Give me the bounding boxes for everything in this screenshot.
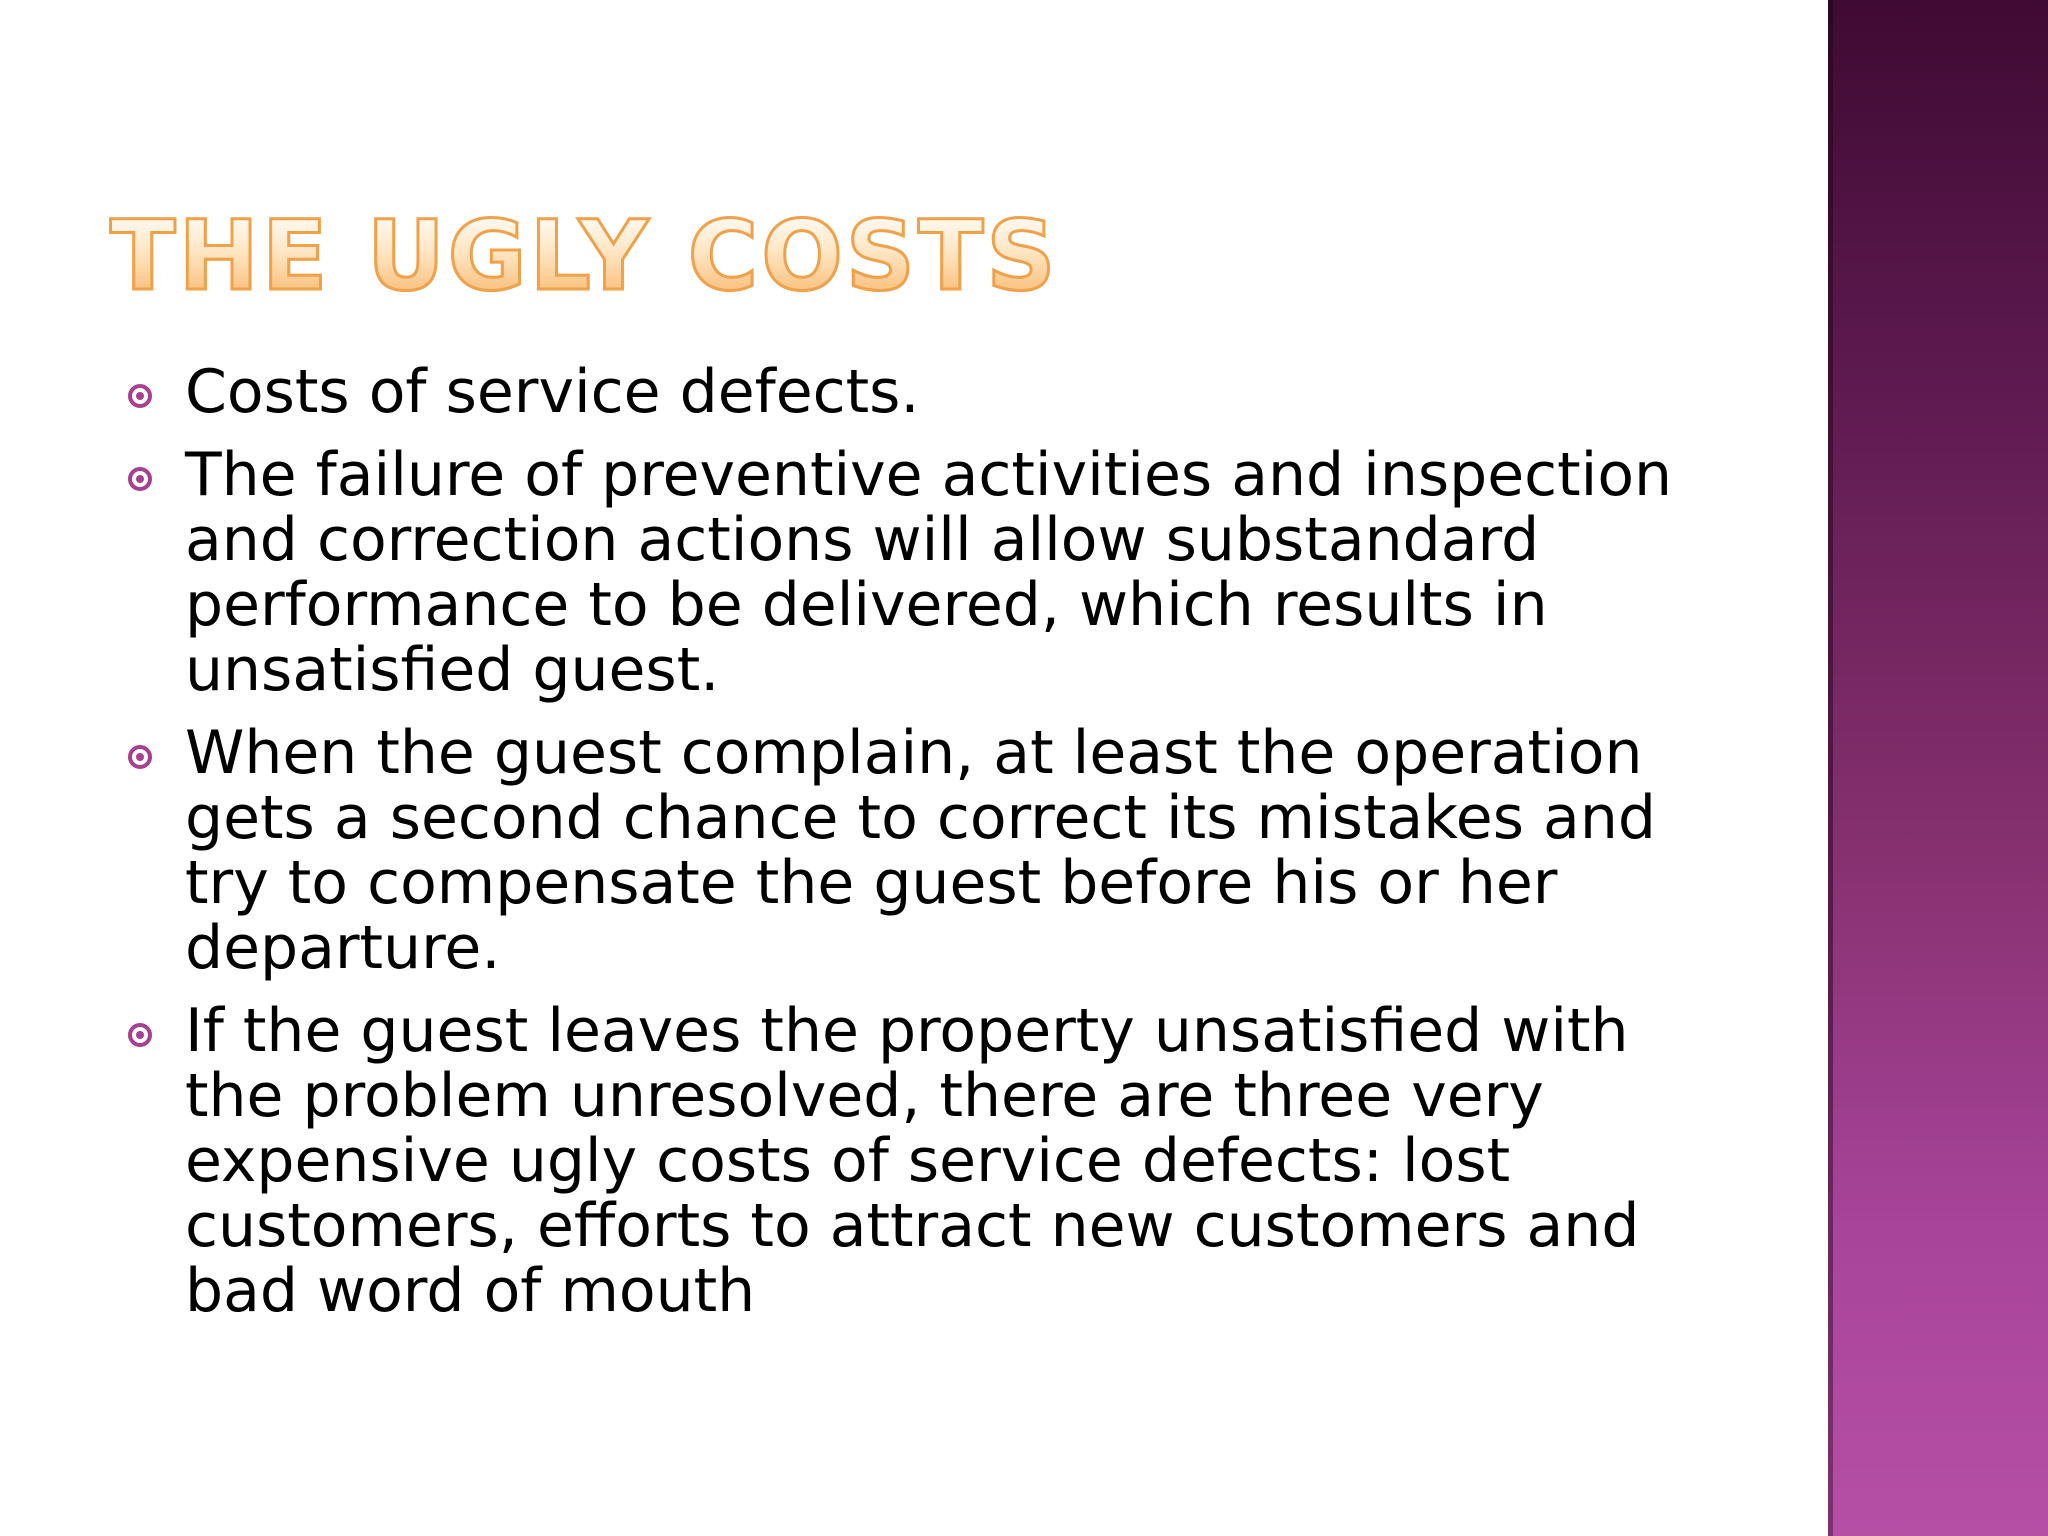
bullet-item [128, 440, 1708, 705]
bullet-text: When the guest complain, at least the operation gets a second chance to correct its mistakes and try to compensate the guest before his or her departure. [185, 718, 1656, 983]
bullet-item [128, 357, 1708, 427]
bullet-item [128, 996, 1708, 1326]
decorative-side-band [1828, 0, 2048, 1536]
circled-dot-bullet-icon [128, 1023, 152, 1047]
bullet-text: The failure of preventive activities and inspection and correction actions will allow substandard performance to be delivered, which results in unsatisfied guest. [185, 440, 1673, 705]
bullet-item [128, 718, 1708, 983]
circled-dot-bullet-icon [128, 745, 152, 769]
slide-title: THE UGLY COSTS [110, 200, 1059, 312]
bullet-text: If the guest leaves the property unsatisfied with the problem unresolved, there are three very expensive ugly costs of service defects: lost customers, efforts to attract new customers and bad word of mouth [185, 996, 1640, 1326]
bullet-text: Costs of service defects. [185, 357, 920, 427]
circled-dot-bullet-icon [128, 467, 152, 491]
circled-dot-bullet-icon [128, 384, 152, 408]
bullet-list [128, 357, 1708, 1342]
